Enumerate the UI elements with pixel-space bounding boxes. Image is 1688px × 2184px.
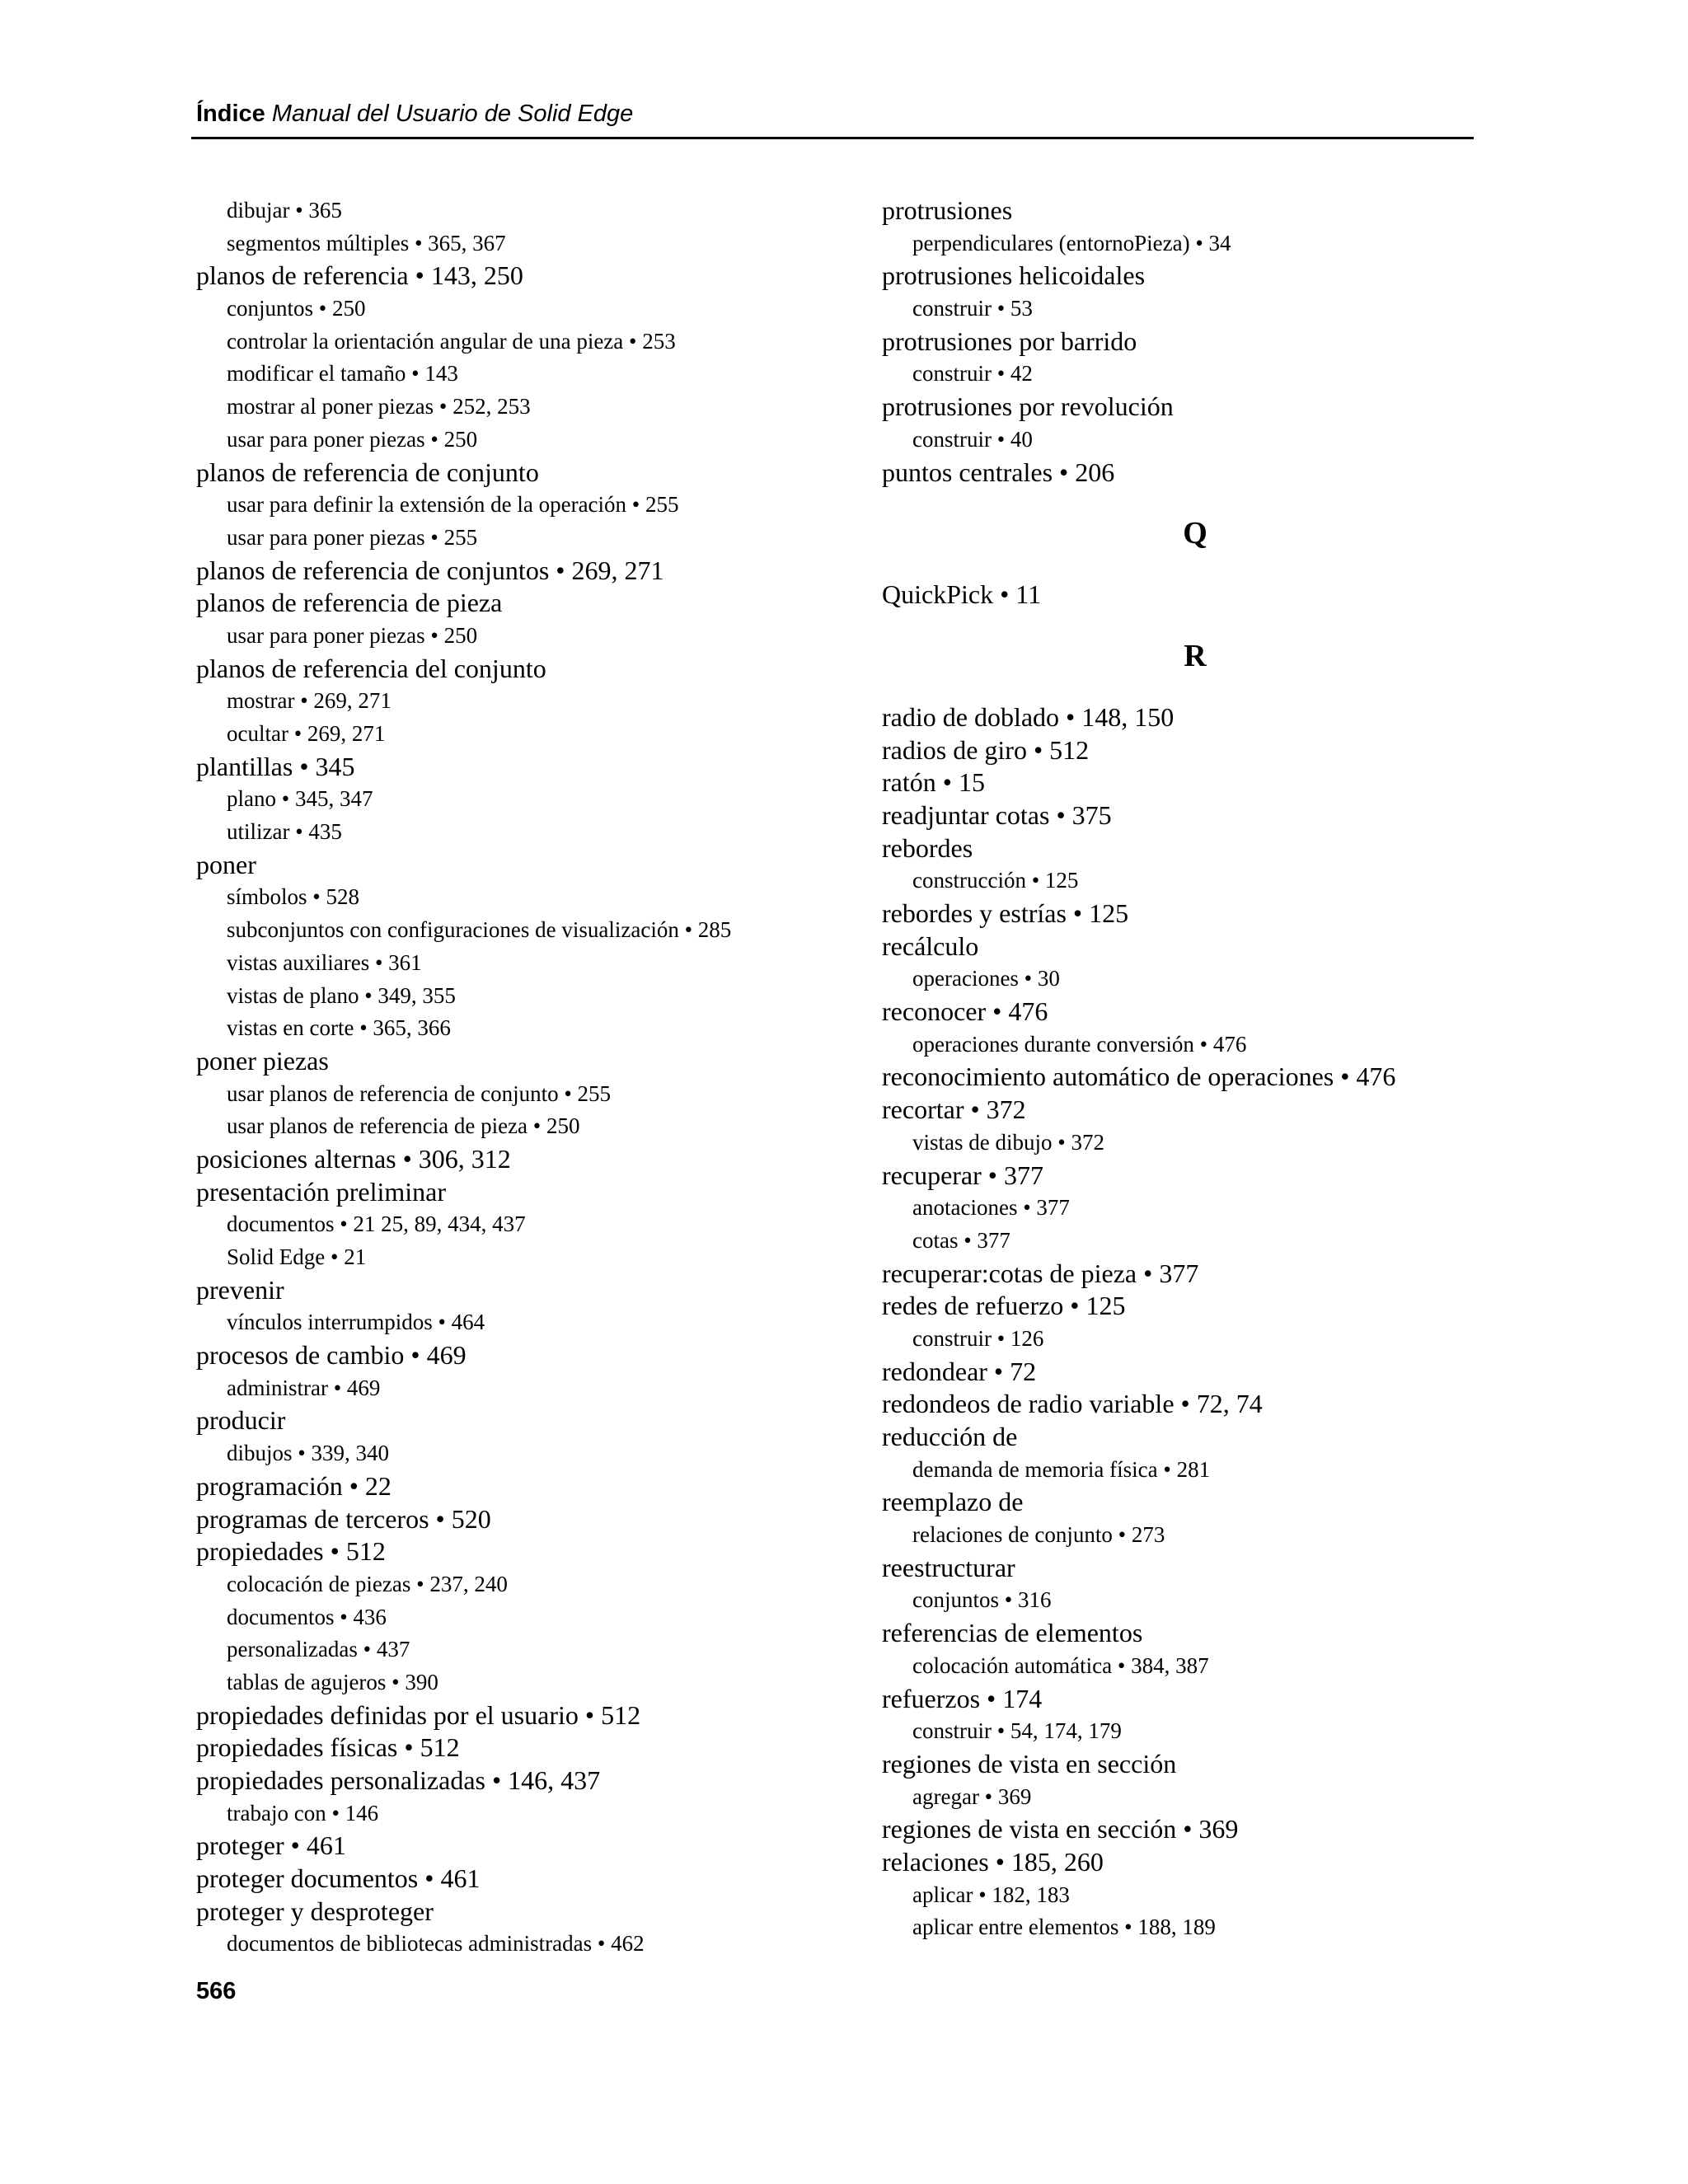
index-entry: reconocer • 476 [882, 996, 1048, 1027]
index-entry: redondeos de radio variable • 72, 74 [882, 1389, 1263, 1419]
index-subentry: utilizar • 435 [227, 819, 342, 845]
index-entry: propiedades personalizadas • 146, 437 [196, 1765, 601, 1795]
index-entry: QuickPick • 11 [882, 579, 1042, 610]
index-subentry: construir • 53 [912, 296, 1033, 321]
index-entry: prevenir [196, 1274, 284, 1305]
index-entry: propiedades • 512 [196, 1536, 386, 1567]
page-number: 566 [196, 1978, 237, 2004]
index-entry: recuperar • 377 [882, 1160, 1043, 1190]
index-entry: procesos de cambio • 469 [196, 1340, 467, 1371]
index-entry: planos de referencia de pieza [196, 588, 503, 618]
index-subentry: agregar • 369 [912, 1783, 1032, 1809]
index-subentry: anotaciones • 377 [912, 1195, 1070, 1221]
index-entry: poner piezas [196, 1045, 329, 1076]
index-entry: recálculo [882, 930, 979, 961]
index-subentry: vínculos interrumpidos • 464 [227, 1310, 485, 1335]
index-entry: readjuntar cotas • 375 [882, 799, 1112, 830]
index-section-letter: R [1184, 638, 1207, 673]
index-entry: redes de refuerzo • 125 [882, 1291, 1126, 1321]
running-header [196, 97, 1474, 130]
index-entry: rebordes [882, 832, 973, 863]
index-subentry: plano • 345, 347 [227, 786, 373, 812]
index-subentry: usar planos de referencia de pieza • 250 [227, 1113, 580, 1139]
index-subentry: usar para poner piezas • 255 [227, 524, 478, 550]
index-subentry: tablas de agujeros • 390 [227, 1669, 438, 1694]
index-subentry: cotas • 377 [912, 1227, 1010, 1253]
index-subentry: relaciones de conjunto • 273 [912, 1522, 1165, 1548]
index-entry: referencias de elementos [882, 1618, 1143, 1648]
index-subentry: vistas en corte • 365, 366 [227, 1015, 451, 1041]
index-subentry: modificar el tamaño • 143 [227, 361, 458, 387]
index-subentry: perpendiculares (entornoPieza) • 34 [912, 230, 1231, 255]
index-subentry: controlar la orientación angular de una pieza • 253 [227, 328, 676, 354]
index-subentry: documentos • 21 25, 89, 434, 437 [227, 1212, 526, 1237]
index-entry: reducción de [882, 1422, 1018, 1451]
index-column-right [882, 194, 1475, 1944]
index-subentry: construir • 126 [912, 1325, 1044, 1351]
index-subentry: demanda de memoria física • 281 [912, 1456, 1211, 1482]
header-book-title: Manual del Usuario de Solid Edge [271, 101, 634, 127]
index-subentry: vistas de plano • 349, 355 [227, 982, 456, 1008]
index-subentry: construcción • 125 [912, 868, 1079, 893]
index-entry: refuerzos • 174 [882, 1683, 1043, 1713]
index-subentry: documentos • 436 [227, 1604, 387, 1629]
index-entry: plantillas • 345 [196, 751, 355, 781]
index-subentry: colocación de piezas • 237, 240 [227, 1571, 508, 1596]
index-entry: protrusiones [882, 195, 1013, 225]
index-subentry: usar para definir la extensión de la operación • 255 [227, 492, 679, 518]
index-entry: proteger y desproteger [196, 1896, 434, 1926]
index-entry: planos de referencia del conjunto [196, 653, 546, 683]
index-entry: protrusiones por barrido [882, 326, 1137, 356]
index-subentry: ocultar • 269, 271 [227, 721, 386, 746]
index-subentry: vistas de dibujo • 372 [912, 1129, 1104, 1155]
index-entry: producir [196, 1405, 286, 1436]
index-subentry: trabajo con • 146 [227, 1800, 379, 1825]
index-entry: puntos centrales • 206 [882, 457, 1115, 487]
index-entry: protrusiones por revolución [882, 391, 1174, 422]
index-entry: recuperar:cotas de pieza • 377 [882, 1258, 1199, 1288]
index-subentry: operaciones • 30 [912, 966, 1060, 991]
index-subentry: aplicar • 182, 183 [912, 1882, 1070, 1907]
index-entry: relaciones • 185, 260 [882, 1846, 1104, 1877]
index-entry: proteger documentos • 461 [196, 1863, 481, 1894]
index-subentry: operaciones durante conversión • 476 [912, 1031, 1247, 1057]
index-subentry: conjuntos • 250 [227, 296, 366, 321]
index-entry: propiedades definidas por el usuario • 512 [196, 1699, 641, 1730]
index-entry: radio de doblado • 148, 150 [882, 701, 1175, 732]
index-subentry: construir • 54, 174, 179 [912, 1718, 1122, 1744]
index-subentry: usar planos de referencia de conjunto • 255 [227, 1080, 612, 1106]
index-subentry: administrar • 469 [227, 1375, 381, 1400]
index-subentry: dibujar • 365 [227, 198, 342, 223]
index-entry: regiones de vista en sección [882, 1748, 1177, 1779]
index-entry: ratón • 15 [882, 767, 985, 798]
index-subentry: personalizadas • 437 [227, 1637, 410, 1662]
index-subentry: documentos de bibliotecas administradas • 462 [227, 1931, 645, 1957]
index-entry: planos de referencia • 143, 250 [196, 260, 523, 291]
index-subentry: vistas auxiliares • 361 [227, 949, 422, 975]
index-subentry: construir • 42 [912, 361, 1033, 387]
index-entry: reemplazo de [882, 1487, 1024, 1517]
index-section-letter: Q [1183, 516, 1207, 551]
index-subentry: subconjuntos con configuraciones de visualización • 285 [227, 917, 732, 943]
index-entry: planos de referencia de conjuntos • 269, 271 [196, 555, 664, 585]
index-entry: propiedades físicas • 512 [196, 1732, 460, 1763]
index-entry: presentación preliminar [196, 1176, 446, 1207]
index-subentry: colocación automática • 384, 387 [912, 1652, 1209, 1678]
index-subentry: segmentos múltiples • 365, 367 [227, 230, 506, 255]
index-subentry: usar para poner piezas • 250 [227, 622, 478, 648]
index-subentry: símbolos • 528 [227, 884, 359, 910]
index-subentry: mostrar • 269, 271 [227, 688, 392, 714]
index-entry: recortar • 372 [882, 1094, 1026, 1125]
index-entry: radios de giro • 512 [882, 734, 1090, 765]
index-entry: reestructurar [882, 1552, 1015, 1582]
index-entry: planos de referencia de conjunto [196, 457, 539, 487]
header-rule [191, 137, 1474, 139]
index-subentry: Solid Edge • 21 [227, 1244, 367, 1269]
index-subentry: aplicar entre elementos • 188, 189 [912, 1915, 1216, 1940]
index-entry: reconocimiento automático de operaciones • 476 [882, 1062, 1396, 1092]
index-entry: protrusiones helicoidales [882, 260, 1146, 291]
index-entry: regiones de vista en sección • 369 [882, 1814, 1239, 1844]
index-column-left [196, 194, 839, 1961]
index-entry: rebordes y estrías • 125 [882, 898, 1129, 928]
index-subentry: usar para poner piezas • 250 [227, 426, 478, 452]
index-entry: programación • 22 [196, 1470, 392, 1501]
index-entry: posiciones alternas • 306, 312 [196, 1143, 511, 1174]
index-entry: programas de terceros • 520 [196, 1503, 491, 1534]
header-section-label: Índice [196, 101, 265, 127]
index-entry: poner [196, 849, 256, 879]
index-subentry: dibujos • 339, 340 [227, 1441, 389, 1466]
index-entry: proteger • 461 [196, 1830, 346, 1861]
index-subentry: construir • 40 [912, 426, 1033, 452]
index-subentry: mostrar al poner piezas • 252, 253 [227, 394, 531, 419]
index-subentry: conjuntos • 316 [912, 1587, 1052, 1613]
index-entry: redondear • 72 [882, 1356, 1037, 1386]
